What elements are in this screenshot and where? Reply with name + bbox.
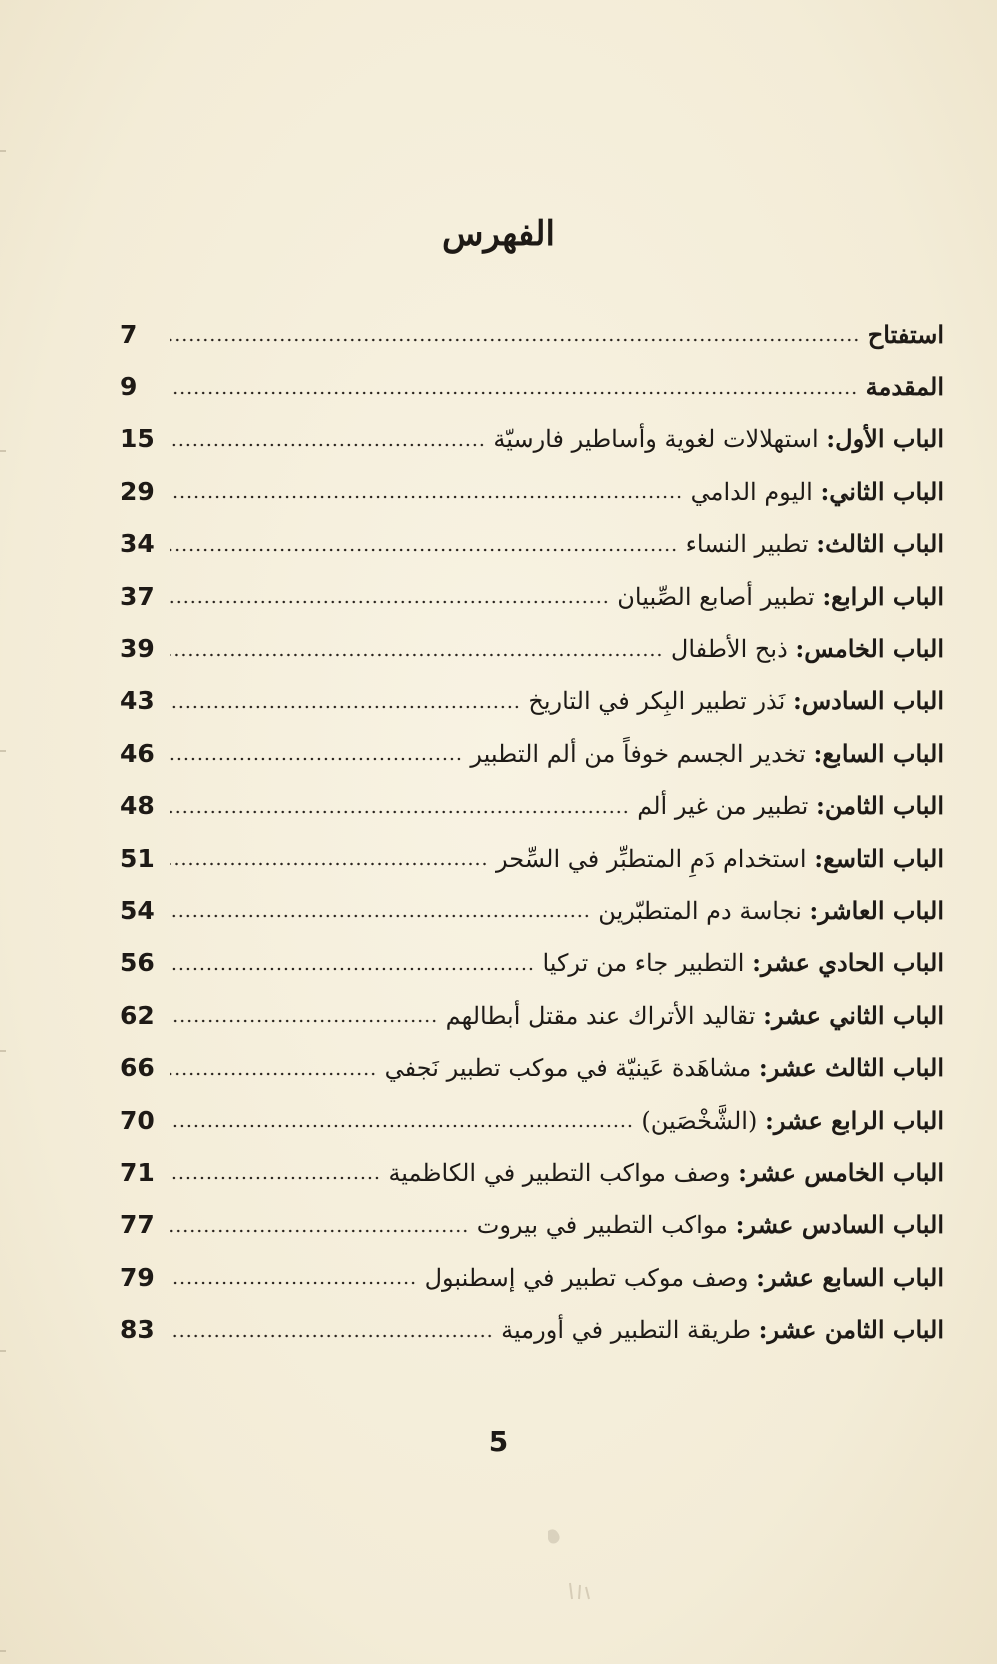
entry-text	[493, 1315, 944, 1344]
entry-text	[663, 634, 944, 663]
toc-entry	[120, 1303, 944, 1355]
entry-text	[609, 582, 944, 611]
entry-page-number: 70	[120, 1105, 155, 1135]
entry-text	[488, 844, 944, 873]
entry-page-number: 29	[120, 476, 155, 506]
entry-title: وصف موكب تطبير في إسطنبول	[424, 1263, 749, 1292]
entry-label: الباب السابع:	[813, 738, 944, 768]
entry-label: الباب العاشر:	[809, 895, 944, 925]
entry-page-number: 48	[120, 791, 155, 821]
toc-entry	[120, 727, 944, 779]
entry-title: تطبير من غير ألم	[637, 792, 809, 821]
entry-title: تطبير أصابع الصِّبيان	[617, 582, 815, 611]
entry-label: الباب الخامس:	[795, 634, 944, 664]
entry-title: تطبير النساء	[685, 530, 809, 559]
entry-page-number: 7	[120, 319, 138, 349]
entry-title: (الشَّخْصَين)	[641, 1106, 758, 1135]
entry-title: تخدير الجسم خوفاً من ألم التطبير	[470, 739, 806, 768]
toc-entry	[120, 884, 944, 936]
entry-page-number: 79	[120, 1262, 155, 1292]
toc-entry	[120, 360, 944, 412]
toc-entry	[120, 832, 944, 884]
entry-title: مشاهَدة عَينيّة في موكب تطبير نَجفي	[384, 1054, 752, 1083]
entry-label: المقدمة	[865, 372, 944, 402]
entry-title: مواكب التطبير في بيروت	[476, 1211, 728, 1240]
toc-entry	[120, 1146, 944, 1198]
entry-page-number: 9	[120, 372, 138, 402]
entry-title: استهلالات لغوية وأساطير فارسيّة	[493, 425, 819, 454]
entry-text	[380, 1158, 944, 1187]
toc-entry	[120, 780, 944, 832]
toc-entry	[120, 413, 944, 465]
dot-leader	[170, 443, 485, 447]
dot-leader	[170, 391, 858, 395]
entry-label: الباب الحادي عشر:	[752, 948, 944, 978]
entry-label: الباب الرابع:	[822, 581, 944, 611]
entry-label: الباب السادس:	[792, 686, 944, 716]
dot-leader	[170, 810, 629, 814]
toc-entry	[120, 675, 944, 727]
dot-leader	[170, 1229, 469, 1233]
toc-entry	[120, 465, 944, 517]
entry-title: نَذر تطبير البِكر في التاريخ	[528, 687, 786, 716]
entry-page-number: 83	[120, 1315, 155, 1345]
toc-entry	[120, 308, 944, 360]
dot-leader	[170, 705, 520, 709]
dot-leader	[170, 1019, 438, 1023]
entry-text	[860, 320, 944, 349]
entry-text	[683, 477, 944, 506]
entry-text	[377, 1053, 944, 1082]
page-number: 5	[488, 1425, 509, 1458]
entry-label: الباب الثامن عشر:	[758, 1315, 944, 1345]
entry-text	[438, 1001, 944, 1030]
entry-page-number: 51	[120, 843, 155, 873]
entry-label: الباب الخامس عشر:	[738, 1157, 944, 1187]
entry-page-number: 43	[120, 686, 155, 716]
toc-entry	[120, 1199, 944, 1251]
entry-label: الباب الثالث عشر:	[758, 1053, 944, 1083]
page-title: الفهرس	[442, 214, 555, 254]
toc-entry	[120, 989, 944, 1041]
entry-page-number: 56	[120, 948, 155, 978]
entry-label: الباب السابع عشر:	[756, 1262, 944, 1292]
entry-page-number: 71	[120, 1157, 155, 1187]
dot-leader	[170, 1176, 380, 1180]
dot-leader	[170, 967, 534, 971]
dot-leader	[170, 495, 683, 499]
dot-leader	[170, 862, 488, 866]
toc-entry	[120, 518, 944, 570]
entry-text	[534, 948, 944, 977]
entry-page-number: 34	[120, 529, 155, 559]
entry-text	[629, 791, 944, 820]
entry-page-number: 46	[120, 738, 155, 768]
entry-label: الباب الثالث:	[816, 529, 944, 559]
entry-title: ذبح الأطفال	[670, 635, 788, 664]
entry-label: الباب الثاني:	[820, 476, 944, 506]
toc-entry	[120, 622, 944, 674]
dot-leader	[170, 338, 860, 342]
entry-page-number: 37	[120, 581, 155, 611]
entry-text	[462, 739, 944, 768]
toc-entry	[120, 1251, 944, 1303]
entry-label: استفتاح	[867, 319, 944, 349]
entry-text	[590, 896, 944, 925]
dot-leader	[170, 548, 678, 552]
entry-text	[485, 424, 944, 453]
entry-page-number: 15	[120, 424, 155, 454]
entry-title: نجاسة دم المتطبّرين	[598, 896, 802, 925]
toc-entry	[120, 937, 944, 989]
toc-entry	[120, 570, 944, 622]
dot-leader	[170, 600, 609, 604]
entry-text	[858, 372, 944, 401]
dot-leader	[170, 1072, 377, 1076]
entry-page-number: 77	[120, 1210, 155, 1240]
entry-label: الباب الثامن:	[815, 791, 944, 821]
toc-entry	[120, 1041, 944, 1093]
entry-title: التطبير جاء من تركيا	[542, 949, 745, 978]
entry-page-number: 66	[120, 1053, 155, 1083]
dot-leader	[170, 1281, 417, 1285]
entry-text	[633, 1106, 944, 1135]
entry-text	[469, 1210, 944, 1239]
dot-leader	[170, 757, 462, 761]
dot-leader	[170, 914, 590, 918]
ink-smudge	[540, 1525, 600, 1605]
entry-label: الباب الرابع عشر:	[764, 1105, 944, 1135]
table-of-contents	[120, 308, 944, 1356]
entry-label: الباب التاسع:	[814, 843, 944, 873]
entry-text	[417, 1263, 944, 1292]
dot-leader	[170, 1334, 493, 1338]
dot-leader	[170, 653, 663, 657]
entry-title: وصف مواكب التطبير في الكاظمية	[388, 1158, 731, 1187]
entry-page-number: 54	[120, 895, 155, 925]
entry-page-number: 62	[120, 1000, 155, 1030]
entry-label: الباب الأول:	[826, 424, 944, 454]
dot-leader	[170, 1124, 633, 1128]
entry-title: طريقة التطبير في أورمية	[501, 1316, 752, 1345]
entry-text	[520, 686, 944, 715]
entry-title: اليوم الدامي	[690, 477, 813, 506]
entry-label: الباب الثاني عشر:	[763, 1000, 944, 1030]
entry-page-number: 39	[120, 634, 155, 664]
toc-entry	[120, 1094, 944, 1146]
entry-title: استخدام دَمِ المتطبِّر في السِّحر	[496, 844, 807, 873]
entry-label: الباب السادس عشر:	[735, 1210, 944, 1240]
entry-text	[678, 529, 944, 558]
entry-title: تقاليد الأتراك عند مقتل أبطالهم	[445, 1001, 756, 1030]
